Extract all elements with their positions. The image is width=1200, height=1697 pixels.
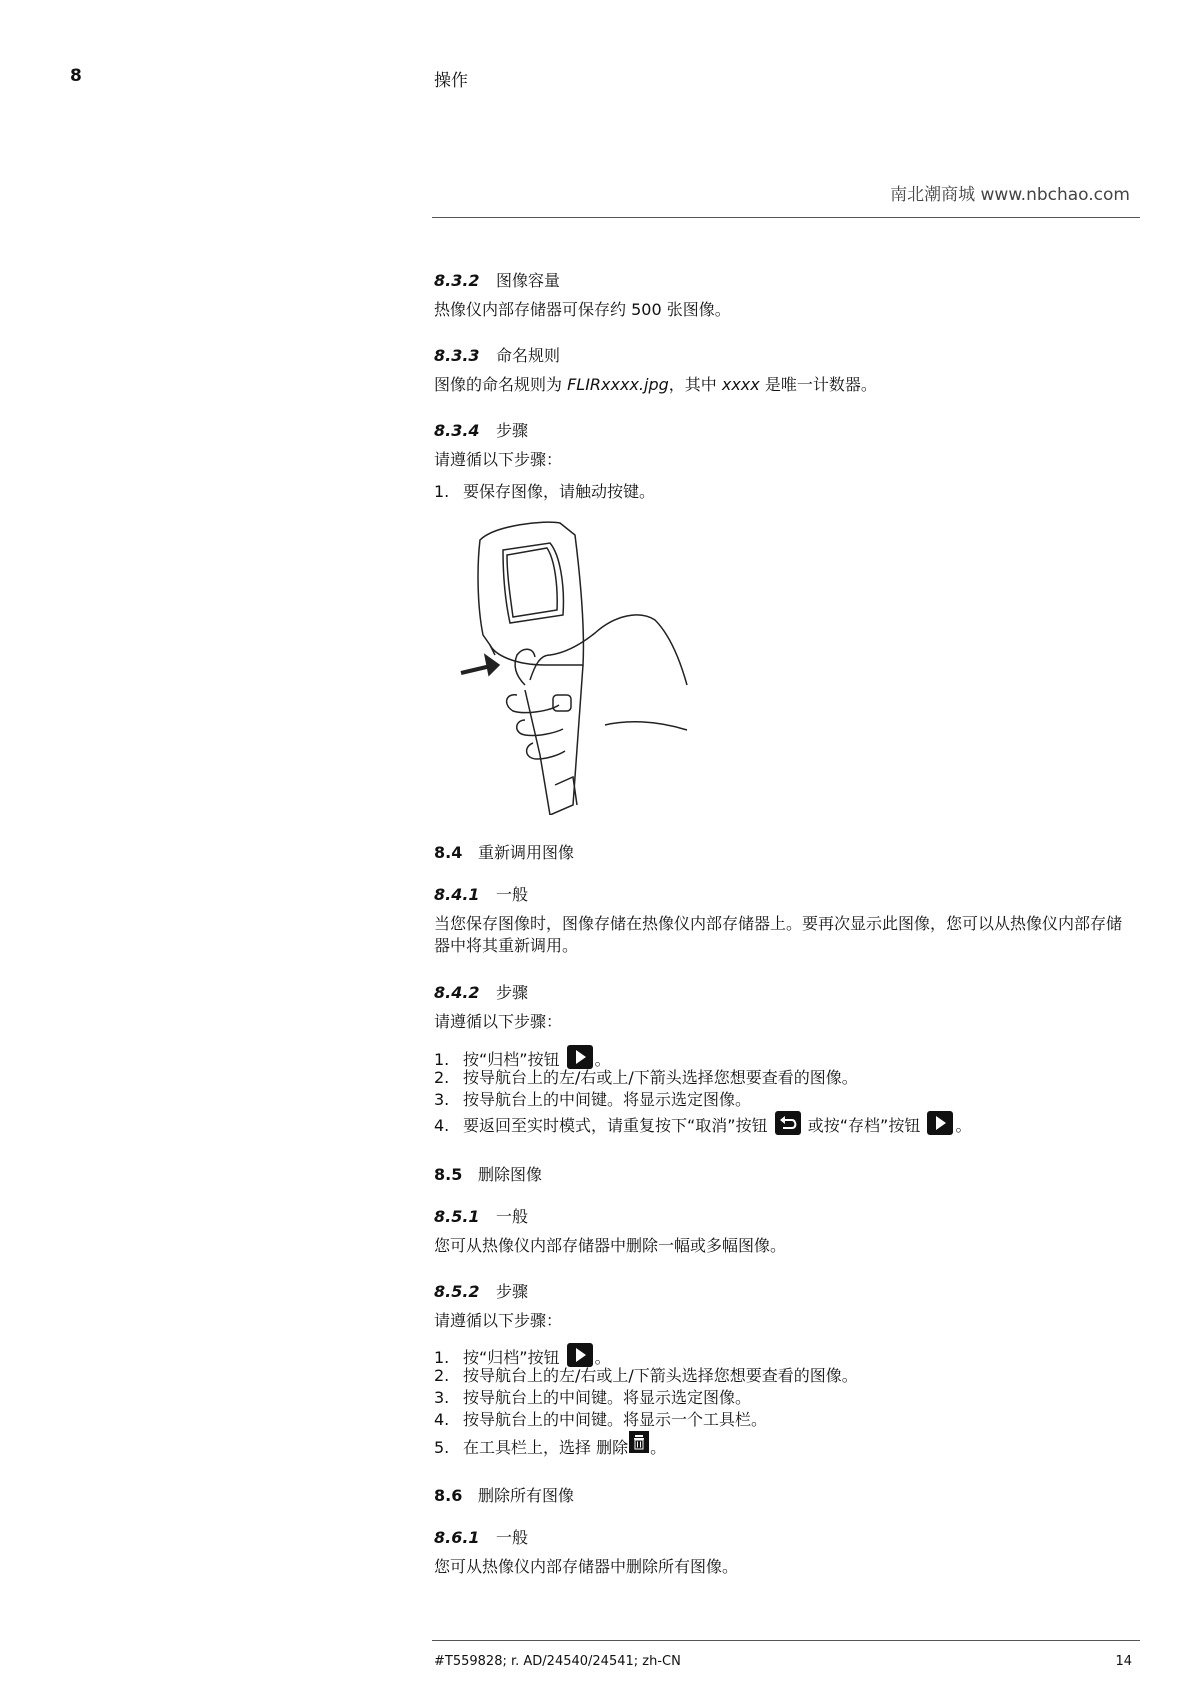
list-item: 2. 按导航台上的左/右或上/下箭头选择您想要查看的图像。 [434,1068,858,1087]
document-reference: #T559828; r. AD/24540/24541; zh-CN [434,1654,681,1669]
heading-8-3-2: 8.3.2 图像容量 [434,271,561,290]
heading-8-5: 8.5 删除图像 [434,1165,543,1184]
list-item: 5. 在工具栏上，选择 删除 。 [434,1431,858,1453]
heading-8-4-2: 8.4.2 步骤 [434,983,529,1002]
paragraph-recall-general: 当您保存图像时，图像存储在热像仪内部存储器上。要再次显示此图像，您可以从热像仪内部存储器中将其重新调用。 [434,914,1123,955]
heading-8-3-4: 8.3.4 步骤 [434,421,529,440]
list-item: 2. 按导航台上的左/右或上/下箭头选择您想要查看的图像。 [434,1366,858,1385]
chapter-number: 8 [70,66,82,86]
steps-list-recall [434,1045,971,1133]
play-archive-icon [567,1343,593,1367]
list-item: 1. 要保存图像，请触动按键。 [434,482,656,501]
heading-8-4-1: 8.4.1 一般 [434,885,529,904]
heading-8-5-2: 8.5.2 步骤 [434,1282,529,1301]
steps-list-delete [434,1343,858,1457]
list-item: 3. 按导航台上的中间键。将显示选定图像。 [434,1388,752,1407]
paragraph-naming-rule: 图像的命名规则为 FLIRxxxx.jpg，其中 xxxx 是唯一计数器。 [434,375,877,394]
steps-intro: 请遵循以下步骤： [434,1012,563,1031]
paragraph-image-capacity: 热像仪内部存储器可保存约 500 张图像。 [434,300,731,319]
steps-list-save [434,481,655,503]
play-archive-icon [567,1045,593,1069]
heading-8-6: 8.6 删除所有图像 [434,1486,575,1505]
heading-8-6-1: 8.6.1 一般 [434,1528,529,1547]
footer-rule [432,1640,1140,1641]
trash-delete-icon [629,1431,649,1453]
watermark-text: 南北潮商城 www.nbchao.com [890,185,1130,205]
page-number: 14 [1115,1654,1132,1669]
paragraph-delete-all-general: 您可从热像仪内部存储器中删除所有图像。 [434,1557,739,1576]
list-item: 3. 按导航台上的中间键。将显示选定图像。 [434,1090,752,1109]
camera-hand-illustration [455,515,695,819]
steps-intro: 请遵循以下步骤： [434,1311,563,1330]
header-rule [432,217,1140,218]
heading-8-5-1: 8.5.1 一般 [434,1207,529,1226]
list-item: 1. 按“归档”按钮 。 [434,1045,971,1067]
back-cancel-icon [775,1111,801,1135]
steps-intro: 请遵循以下步骤： [434,450,563,469]
heading-8-3-3: 8.3.3 命名规则 [434,346,561,365]
heading-8-4: 8.4 重新调用图像 [434,843,575,862]
list-item: 4. 按导航台上的中间键。将显示一个工具栏。 [434,1410,768,1429]
list-item: 1. 按“归档”按钮 。 [434,1343,858,1365]
list-item: 4. 要返回至实时模式，请重复按下“取消”按钮 或按“存档”按钮 。 [434,1111,971,1133]
play-archive-icon [927,1111,953,1135]
paragraph-delete-general: 您可从热像仪内部存储器中删除一幅或多幅图像。 [434,1236,787,1255]
chapter-title: 操作 [434,71,468,91]
